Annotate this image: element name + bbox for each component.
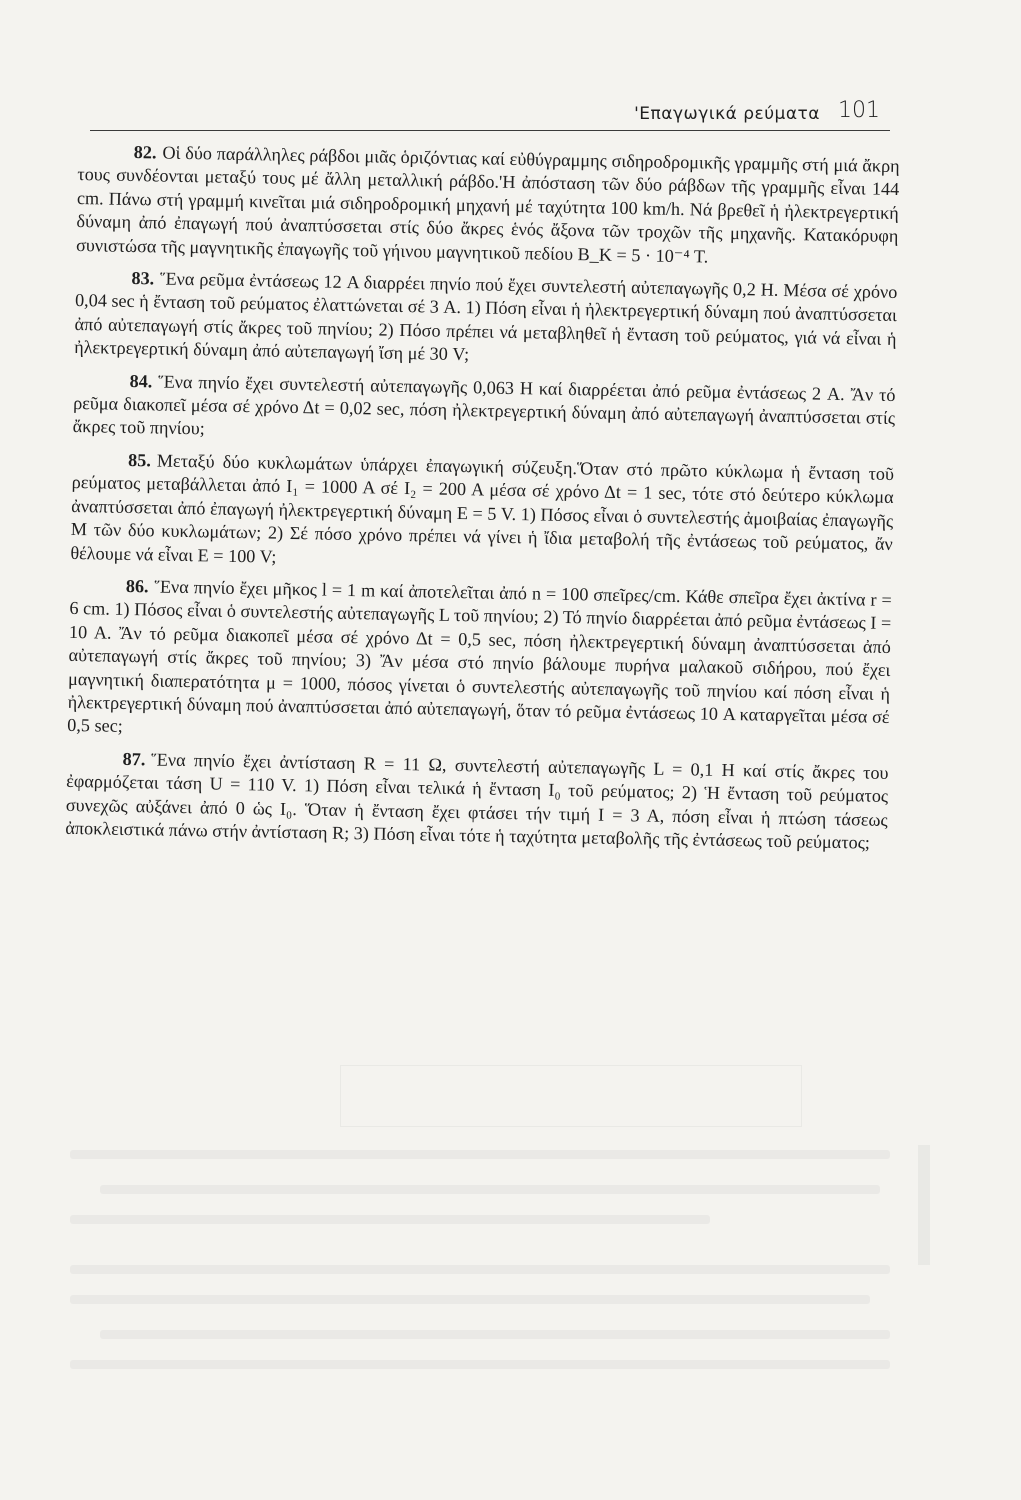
show-through-line: [70, 1215, 710, 1224]
show-through-mark: [918, 1145, 930, 1265]
show-through-line: [70, 1360, 890, 1369]
show-through-line: [100, 1185, 880, 1194]
header-rule: [90, 130, 890, 131]
show-through-line: [70, 1150, 890, 1159]
show-through-line: [70, 1265, 890, 1274]
running-header: [90, 98, 880, 132]
problem-number: 85.: [127, 449, 152, 471]
problem-83: [74, 266, 898, 375]
problem-82: [76, 140, 900, 272]
problem-86: [67, 574, 892, 753]
problem-number: 86.: [125, 575, 149, 597]
show-through-box: [340, 1065, 802, 1127]
problem-text: Οἱ δύο παράλληλες ράβδοι μιᾶς ὁριζόντιας καί εὐθύγραμμης σιδηροδρομικῆς γραμμῆς στή μιά ἄκρη τους συνδέονται μεταξύ τους μέ ἄλλη μεταλλική ράβδο.'Η ἀπόσταση τῶν δύο ράβδων τῆς γραμμῆς εἶναι 144 cm. Πάνω στή γραμμή κινεῖται μιά σιδηροδρομική μηχανή μέ ταχύτητα 100 km/h. Νά βρεθεῖ ἡ ἠλεκτρεγερτική δύναμη ἀπό ἐπαγωγή πού ἀναπτύσσεται στίς δύο ἄκρες ἑνός ἄξονα τῶν τροχῶν τῆς μηχανῆς. Κατακόρυφη συνιστώσα τῆς μαγνητικῆς ἐπαγωγῆς τοῦ γήινου μαγνητικοῦ πεδίου B_K = 5 · 10⁻⁴ T.: [75, 142, 900, 267]
problem-text: Ἕνα ρεῦμα ἐντάσεως 12 A διαρρέει πηνίο πού ἔχει συντελεστή αὐτεπαγωγῆς 0,2 H. Μέσα σέ χρόνο 0,04 sec ἡ ἔνταση τοῦ ρεύματος ἐλαττώνεται σέ 3 A. 1) Πόση εἶναι ἡ ἠλεκτρεγερτική δύναμη πού ἀναπτύσσεται ἀπό αὐτεπαγωγή στίς ἄκρες τοῦ πηνίου; 2) Πόσο πρέπει νά μεταβληθεῖ ἡ ἔνταση τοῦ ρεύματος, γιά νά εἶναι ἡ ἠλεκτρεγερτική δύναμη ἀπό αὐτεπαγωγή ἴση μέ 30 V;: [74, 268, 898, 365]
problem-number: 84.: [129, 370, 153, 392]
problem-text: Μεταξύ δύο κυκλωμάτων ὑπάρχει ἐπαγωγική σύζευξη.Ὅταν στό πρῶτο κύκλωμα ἡ ἔνταση τοῦ ρεύματος μεταβάλλεται ἀπό I₁ = 1000 A σέ I₂ = 200 A μέσα σέ χρόνο Δt = 1 sec, τότε στό δεύτερο κύκλωμα ἀναπτύσσεται ἀπό ἐπαγωγή ἠλεκτρεγερτική δύναμη E = 5 V. 1) Πόσος εἶναι ὁ συντελεστής ἀμοιβαίας ἐπαγωγῆς M τῶν δύο κυκλωμάτων; 2) Σέ πόσο χρόνο πρέπει νά γίνει ἡ ἴδια μεταβολή τῆς ἐντάσεως τοῦ ρεύματος, ἄν θέλουμε νά εἶναι E = 100 V;: [70, 450, 895, 567]
problem-number: 87.: [122, 748, 146, 770]
problem-number: 83.: [131, 268, 155, 289]
page-number: 101: [838, 98, 880, 123]
show-through-line: [70, 1295, 870, 1304]
problem-87: [65, 747, 889, 856]
problem-text: Ἕνα πηνίο ἔχει μῆκος l = 1 m καί ἀποτελεῖται ἀπό n = 100 σπεῖρες/cm. Κάθε σπεῖρα ἔχει ἀκτίνα r = 6 cm. 1) Πόσος εἶναι ὁ συντελεστής αὐτεπαγωγῆς L τοῦ πηνίου; 2) Τό πηνίο διαρρέεται ἀπό ρεῦμα ἐντάσεως I = 10 A. Ἄν τό ρεῦμα διακοπεῖ μέσα σέ χρόνο Δt = 0,5 sec, πόση ἠλεκτρεγερτική δύναμη ἀναπτύσσεται ἀπό αὐτεπαγωγή στίς ἄκρες τοῦ πηνίου; 3) Ἄν μέσα στό πηνίο βάλουμε πυρήνα μαλακοῦ σιδήρου, πού ἔχει μαγνητική διαπερατότητα μ = 1000, πόσος γίνεται ὁ συντελεστής αὐτεπαγωγῆς τοῦ πηνίου καί πόση εἶναι ἡ ἠλεκτρεγερτική δύναμη πού ἀναπτύσσεται ἀπό αὐτεπαγωγή, ὅταν τό ρεῦμα ἐντάσεως 10 A καταργεῖται μέσα σέ 0,5 sec;: [67, 576, 892, 737]
show-through-line: [100, 1330, 890, 1339]
problem-85: [70, 448, 894, 580]
problem-84: [73, 369, 896, 454]
show-through-text: [70, 1040, 930, 1420]
problem-text: Ἕνα πηνίο ἔχει ἀντίσταση R = 11 Ω, συντελεστή αὐτεπαγωγῆς L = 0,1 H καί στίς ἄκρες του ἐφαρμόζεται τάση U = 110 V. 1) Πόση εἶναι τελικά ἡ ἔνταση I₀ τοῦ ρεύματος; 2) Ἡ ἔνταση τοῦ ρεύματος συνεχῶς αὐξάνει ἀπό 0 ὡς I₀. Ὅταν ἡ ἔνταση ἔχει φτάσει τήν τιμή I = 3 A, πόση εἶναι ἡ πτώση τάσεως ἀποκλειστικά πάνω στήν ἀντίσταση R; 3) Πόση εἶναι τότε ἡ ταχύτητα μεταβολῆς τῆς ἐντάσεως τοῦ ρεύματος;: [65, 749, 889, 853]
problem-text: Ἕνα πηνίο ἔχει συντελεστή αὐτεπαγωγῆς 0,063 H καί διαρρέεται ἀπό ρεῦμα ἐντάσεως 2 A. Ἄν τό ρεῦμα διακοπεῖ μέσα σέ χρόνο Δt = 0,02 sec, πόση ἠλεκτρεγερτική δύναμη ἀπό αὐτεπαγωγή ἀναπτύσσεται στίς ἄκρες τοῦ πηνίου;: [72, 371, 896, 439]
chapter-title: 'Επαγωγικά ρεύματα: [634, 104, 820, 124]
problem-number: 82.: [133, 142, 157, 163]
problem-list: [65, 140, 900, 864]
